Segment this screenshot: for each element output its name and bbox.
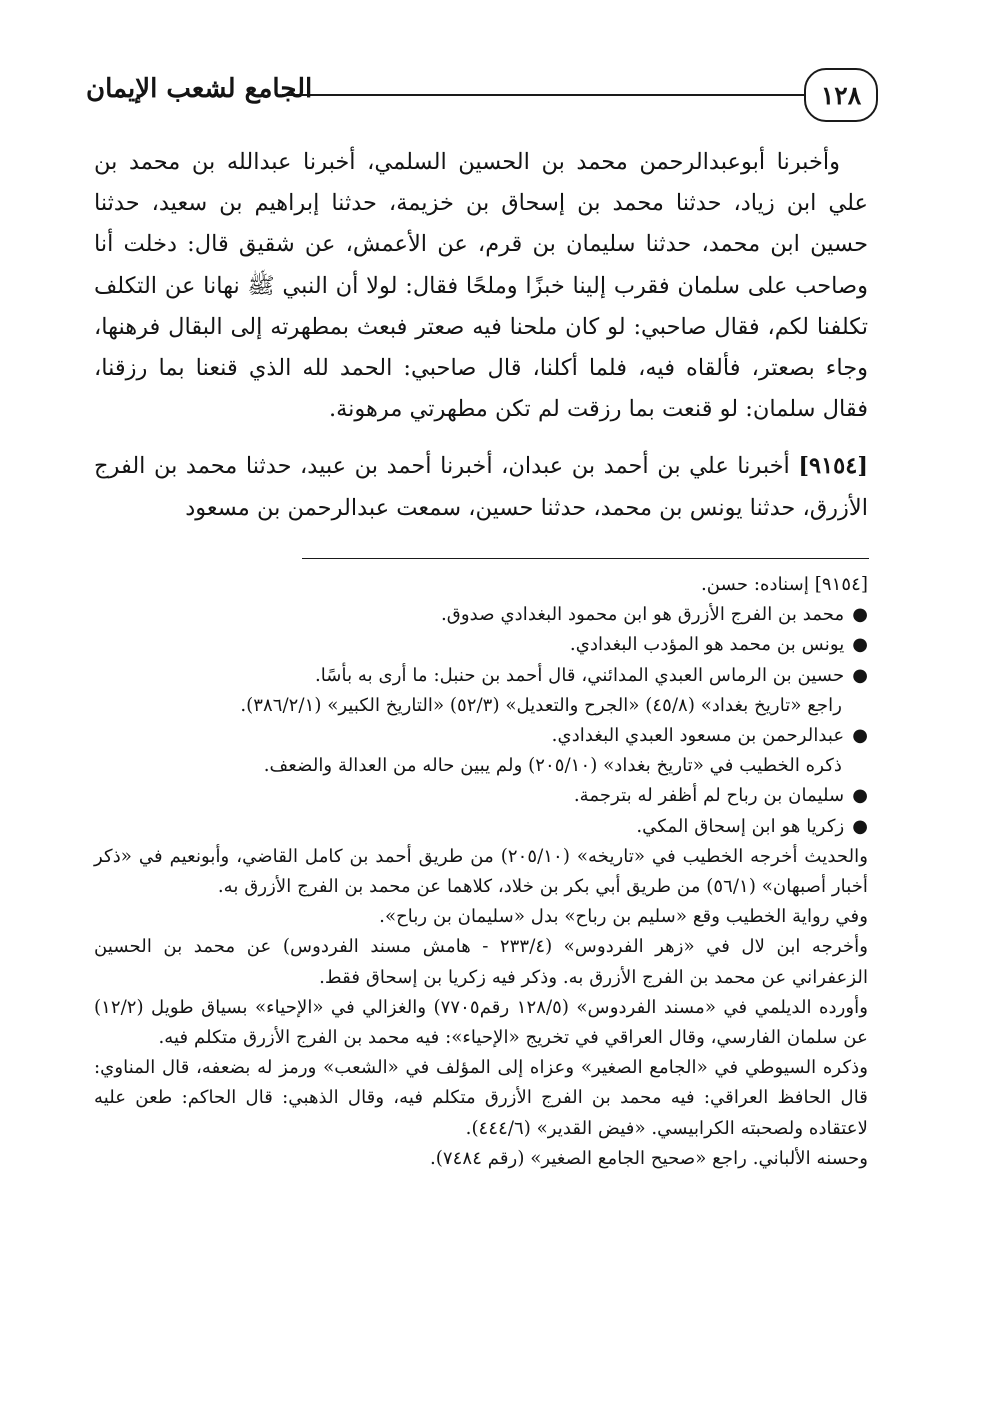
- bullet-icon: ●: [852, 634, 868, 656]
- footnote-paragraph-2: وفي رواية الخطيب وقع «سليم بن رباح» بدل «سليمان بن رباح».: [379, 906, 868, 928]
- bullet-text: عبدالرحمن بن مسعود العبدي البغدادي.: [551, 725, 845, 747]
- footnote-bullet-1: [94, 600, 868, 630]
- page-header: [86, 68, 878, 126]
- footnote-bullet-2: [94, 630, 868, 660]
- bullet-text: محمد بن الفرج الأزرق هو ابن محمود البغدادي صدوق.: [441, 604, 845, 626]
- footnote-paragraph-5: وذكره السيوطي في «الجامع الصغير» وعزاه إلى المؤلف في «الشعب» ورمز له بضعفه، قال المناوي: قال الحافظ العراقي: فيه محمد بن الفرج الأزرق متكلم فيه، وقال الذهبي: قال الحاكم: طعن عليه لاعتقاده ولصحبته الكرابيسي. «فيض القدير» (٤٤٤/٦).: [94, 1057, 868, 1139]
- bullet-icon: ●: [852, 664, 868, 686]
- footnote-paragraph-1: والحديث أخرجه الخطيب في «تاريخه» (٢٠٥/١٠) من طريق أحمد بن كامل القاضي، وأبونعيم في «ذكر أخبار أصبهان» (٥٦/١) من طريق أبي بكر بن خلاد، كلاهما عن محمد بن الفرج الأزرق به.: [94, 845, 868, 898]
- hadith-number: [٩١٥٤]: [798, 453, 868, 480]
- bullet-text: سليمان بن رباح لم أظفر له بترجمة.: [573, 785, 845, 807]
- bullet-text: يونس بن محمد هو المؤدب البغدادي.: [569, 634, 845, 656]
- main-text: [94, 142, 868, 529]
- main-paragraph-2-text: أخبرنا علي بن أحمد بن عبدان، أخبرنا أحمد بن عبيد، حدثنا محمد بن الفرج الأزرق، حدثنا يونس بن محمد، حدثنا حسين، سمعت عبدالرحمن بن مسعود: [94, 453, 868, 521]
- bullet-icon: ●: [852, 785, 868, 807]
- book-title: الجامع لشعب الإيمان: [86, 74, 313, 104]
- footnote-paragraph-3: وأخرجه ابن لال في «زهر الفردوس» (٢٣٣/٤ - هامش مسند الفردوس) عن محمد بن الحسين الزعفراني عن محمد بن الفرج الأزرق به. وذكر فيه زكريا بن إسحاق فقط.: [94, 936, 868, 988]
- main-paragraph-1: وأخبرنا أبوعبدالرحمن محمد بن الحسين السلمي، أخبرنا عبدالله بن محمد بن علي ابن زياد، حدثنا محمد بن إسحاق بن خزيمة، حدثنا إبراهيم بن سعيد، حدثنا حسين ابن محمد، حدثنا سليمان بن قرم، عن الأعمش، عن شقيق قال: دخلت أنا وصاحب على سلمان فقرب إلينا خبزًا وملحًا فقال: لولا أن النبي ﷺ نهانا عن التكلف تكلفنا لكم، فقال صاحبي: لو كان ملحنا فيه صعتر فبعث بمطهرته إلى البقال فرهنها، وجاء بصعتر، فألقاه فيه، فلما أكلنا، قال صاحبي: الحمد لله الذي قنعنا بما رزقنا، فقال سلمان: لو قنعت بما رزقت لم تكن مطهرتي مرهونة.: [94, 149, 868, 423]
- header-rule: [282, 94, 806, 96]
- bullet-text: حسين بن الرماس العبدي المدائني، قال أحمد بن حنبل: ما أرى به بأسًا.: [314, 664, 845, 686]
- bullet-icon: ●: [852, 815, 868, 837]
- footnote-bullet-3: [94, 661, 868, 691]
- footnote-bullet-5: [94, 781, 868, 811]
- bullet-icon: ●: [852, 604, 868, 626]
- footnote-bullet-4: [94, 721, 868, 751]
- page-number: ١٢٨: [820, 80, 862, 110]
- footnote-paragraph-6: وحسنه الألباني. راجع «صحيح الجامع الصغير» (رقم ٧٤٨٤).: [430, 1147, 868, 1169]
- footnote-bullet-3-detail: راجع «تاريخ بغداد» (٤٥/٨) «الجرح والتعديل» (٥٢/٣) «التاريخ الكبير» (٣٨٦/٢/١).: [240, 694, 842, 716]
- main-paragraph-2: [94, 446, 868, 528]
- footnote-head: [٩١٥٤] إسناده: حسن.: [700, 574, 868, 595]
- bullet-icon: ●: [852, 725, 868, 747]
- footnotes: [94, 570, 868, 1174]
- footnote-separator: [302, 558, 869, 559]
- footnote-bullet-6: [94, 812, 868, 842]
- page-number-badge: [804, 68, 878, 122]
- footnote-bullet-4-detail: ذكره الخطيب في «تاريخ بغداد» (٢٠٥/١٠) ولم يبين حاله من العدالة والضعف.: [263, 755, 842, 777]
- bullet-text: زكريا هو ابن إسحاق المكي.: [636, 815, 845, 837]
- footnote-paragraph-4: وأورده الديلمي في «مسند الفردوس» (١٢٨/٥ رقم٧٧٠٥) والغزالي في «الإحياء» بسياق طويل (١٢/٢) عن سلمان الفارسي، وقال العراقي في تخريج «الإحياء»: فيه محمد بن الفرج الأزرق متكلم فيه.: [94, 996, 868, 1049]
